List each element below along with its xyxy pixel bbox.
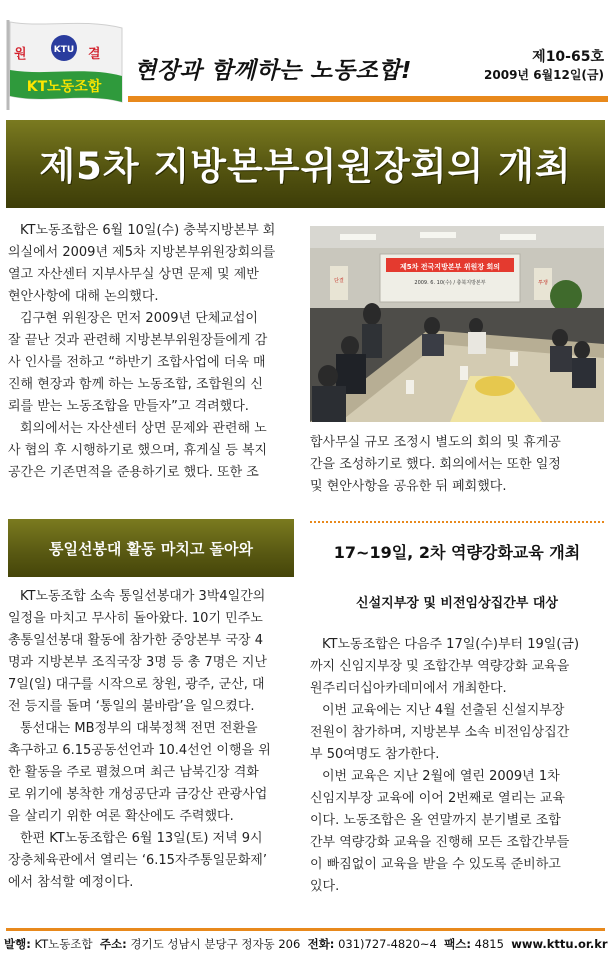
footer-address-label: 주소:	[99, 937, 127, 951]
article1-line: 김구현 위원장은 먼저 2009년 단체교섭이	[20, 311, 258, 326]
photo-plaque-right: 투쟁	[538, 280, 548, 286]
article3-line: 이번 교육에는 지난 4월 선출된 신설지부장	[322, 703, 565, 718]
article3-line: 신임지부장 교육에 이어 2번째로 열리는 교육	[310, 791, 565, 806]
issue-date: 2009년 6월12일(금)	[484, 68, 604, 82]
article3-line: 원주리더십아카데미에서 개최한다.	[310, 681, 507, 696]
header-slogan: 현장과 함께하는 노동조합!	[134, 58, 412, 84]
footer-publisher: KT노동조합	[34, 937, 93, 951]
footer-website[interactable]: www.kttu.or.kr	[511, 937, 608, 951]
article2-body	[8, 586, 294, 894]
footer-address: 경기도 성남시 분당구 정자동 206	[130, 937, 301, 951]
article2-line: 장충체육관에서 열리는 ‘6.15자주통일문화제’	[8, 853, 267, 868]
article3-title: 17~19일, 2차 역량강화교육 개최	[333, 543, 581, 562]
flag-logo-text: KTU	[53, 45, 75, 55]
article3-body	[310, 634, 604, 898]
article3-line: 간부 역량강화 교육을 진행해 모든 조합간부들	[310, 835, 570, 850]
article2-line: 통선대는 MB정부의 대북정책 전면 전환을	[20, 721, 258, 736]
article2-line: 일정을 마치고 무사히 돌아왔다. 10기 민주노	[8, 611, 263, 626]
article2-title: 통일선봉대 활동 마치고 돌아와	[48, 540, 254, 558]
flag-slogan-left: 원	[14, 47, 27, 62]
article2-line: 촉구하고 6.15공동선언과 10.4선언 이행을 위	[8, 743, 271, 758]
article3-line: 이 빠짐없이 교육을 받을 수 있도록 준비하고	[310, 857, 561, 872]
article1-line: 및 현안사항을 공유한 뒤 폐회했다.	[310, 479, 507, 494]
article3-line: 이번 교육은 지난 2월에 열린 2009년 1차	[322, 769, 560, 784]
photo-banner-text: 제5차 전국지방본부 위원장 회의	[399, 263, 501, 271]
article1-line: 진해 현장과 함께 하는 노동조합, 조합원의 신	[8, 377, 263, 392]
article2-line: 한편 KT노동조합은 6월 13일(토) 저녁 9시	[20, 831, 263, 846]
article1-line: 잘 끝난 것과 관련해 지방본부위원장들에게 감	[8, 333, 268, 348]
article2-line: 로 위기에 봉착한 개성공단과 금강산 관광사업	[8, 787, 268, 802]
flag-slogan-right: 결	[88, 47, 101, 62]
article2-line: 명과 지방본부 조직국장 3명 등 총 7명은 지난	[8, 655, 267, 670]
article2-line: KT노동조합 소속 통일선봉대가 3박4일간의	[20, 589, 266, 604]
article1-line: 합사무실 규모 조정시 별도의 회의 및 휴게공	[310, 435, 561, 450]
article1-line: KT노동조합은 6월 10일(수) 충북지방본부 회	[20, 223, 276, 238]
photo-plaque-left: 단결	[334, 278, 344, 284]
article1-body-left	[8, 220, 294, 484]
article1-line: 뢰를 받는 노동조합을 만들자”고 격려했다.	[8, 399, 249, 414]
article3-divider	[310, 521, 604, 523]
article1-line: 현안사항에 대해 논의했다.	[8, 289, 159, 304]
photo-banner-subtext: 2009. 6. 10(수) / 충북지방본부	[414, 280, 486, 286]
footer-fax: 4815	[474, 937, 504, 951]
article3-line: 전원이 참가하며, 지방본부 소속 비전임상집간	[310, 725, 570, 740]
article1-line: 열고 자산센터 지부사무실 상면 문제 및 제반	[8, 267, 259, 282]
union-flag	[2, 18, 124, 110]
headline-title: 제5차 지방본부위원장회의 개최	[39, 145, 572, 188]
footer-phone-label: 전화:	[307, 937, 335, 951]
article1-line: 간을 조성하기로 했다. 회의에서는 또한 일정	[310, 457, 561, 472]
article3-line: 이다. 노동조합은 올 연말까지 분기별로 조합	[310, 813, 561, 828]
article1-line: 의실에서 2009년 제5차 지방본부위원장회의를	[8, 245, 276, 260]
article1-line: 회의에서는 자산센터 상면 문제와 관련해 노	[20, 421, 267, 436]
article2-line: 한 활동을 주로 펼쳤으며 최근 남북긴장 격화	[8, 765, 259, 780]
article3-line: 까지 신임지부장 및 조합간부 역량강화 교육을	[310, 659, 570, 674]
issue-number: 제10-65호	[532, 49, 604, 65]
article1-line: 사 인사를 전하고 “하반기 조합사업에 더욱 매	[8, 355, 266, 370]
meeting-photo	[310, 226, 604, 422]
article2-line: 에서 참석할 예정이다.	[8, 875, 134, 890]
article3-subtitle: 신설지부장 및 비전임상집간부 대상	[356, 596, 558, 611]
footer-fax-label: 팩스:	[444, 937, 471, 951]
article1-body-right	[310, 432, 604, 498]
header-divider	[128, 96, 608, 102]
article1-line: 사 협의 후 시행하기로 했으며, 휴게실 등 복지	[8, 443, 268, 458]
article3-line: 부 50여명도 참가한다.	[310, 747, 440, 762]
article3-line: 있다.	[310, 879, 340, 894]
article1-line: 공간은 기존면적을 준용하기로 했다. 또한 조	[8, 465, 259, 480]
footer-publisher-label: 발행:	[4, 937, 31, 951]
article2-line: 7일(일) 대구를 시작으로 창원, 광주, 군산, 대	[8, 677, 265, 692]
flag-org-name: KT노동조합	[26, 79, 102, 95]
footer-divider	[6, 928, 605, 931]
article2-line: 전 등지를 돌며 ‘통일의 불바람’을 일으켰다.	[8, 699, 255, 714]
article2-line: 총통일선봉대 활동에 참가한 중앙본부 국장 4	[8, 633, 263, 648]
footer-phone: 031)727-4820~4	[338, 937, 437, 951]
article3-line: KT노동조합은 다음주 17일(수)부터 19일(금)	[322, 637, 580, 652]
footer	[4, 936, 610, 952]
article2-line: 을 살리기 위한 여론 확산에도 주력했다.	[8, 809, 234, 824]
